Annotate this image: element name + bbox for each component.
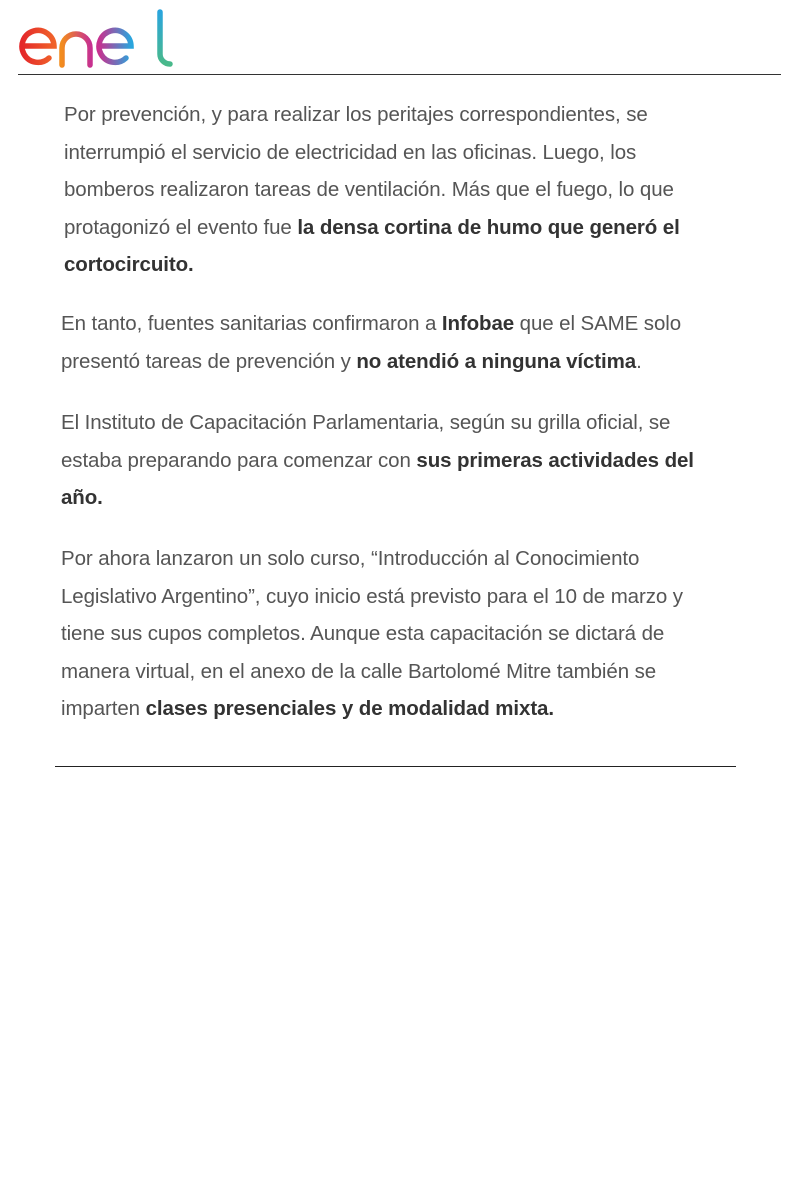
paragraph-4-highlight: clases presenciales y de modalidad mixta.: [145, 697, 554, 720]
paragraph-1-highlight: la densa cortina de humo que generó el cortocircuito.: [64, 215, 680, 276]
paragraph-1-text: Por prevención, y para realizar los peritajes correspondientes, se interrumpió el servicio de electricidad en las oficinas. Luego, los bomberos realizaron tareas de ventilación. Más que el fuego, lo que protagonizó el evento fue: [64, 103, 674, 239]
enel-logo-icon: [18, 8, 178, 70]
paragraph-3: [61, 404, 731, 517]
site-header: [18, 8, 781, 75]
paragraph-3-text: El Instituto de Capacitación Parlamentaria, según su grilla oficial, se estaba preparando para comenzar con: [61, 411, 671, 472]
paragraph-2: [61, 305, 731, 380]
paragraph-4: [61, 540, 731, 728]
paragraph-4-text: Por ahora lanzaron un solo curso, “Introducción al Conocimiento Legislativo Argentino”, cuyo inicio está previsto para el 10 de marzo y tiene sus cupos completos. Aunque esta capacitación se dictará de manera virtual, en el anexo de la calle Bartolomé Mitre también se imparten: [61, 547, 683, 720]
paragraph-2-text-start: En tanto, fuentes sanitarias confirmaron a: [61, 312, 442, 335]
paragraph-2-text-end: .: [636, 349, 642, 373]
paragraph-3-highlight: sus primeras actividades del año.: [61, 448, 694, 509]
article-end-divider: [55, 766, 736, 767]
paragraph-2-highlight: no atendió a ninguna víctima: [356, 349, 637, 373]
paragraph-2-text-middle: que el SAME solo presentó tareas de prevención y: [61, 312, 682, 373]
paragraph-1: [64, 96, 724, 284]
infobae-mention: Infobae: [441, 312, 515, 335]
enel-logo[interactable]: [18, 8, 178, 70]
